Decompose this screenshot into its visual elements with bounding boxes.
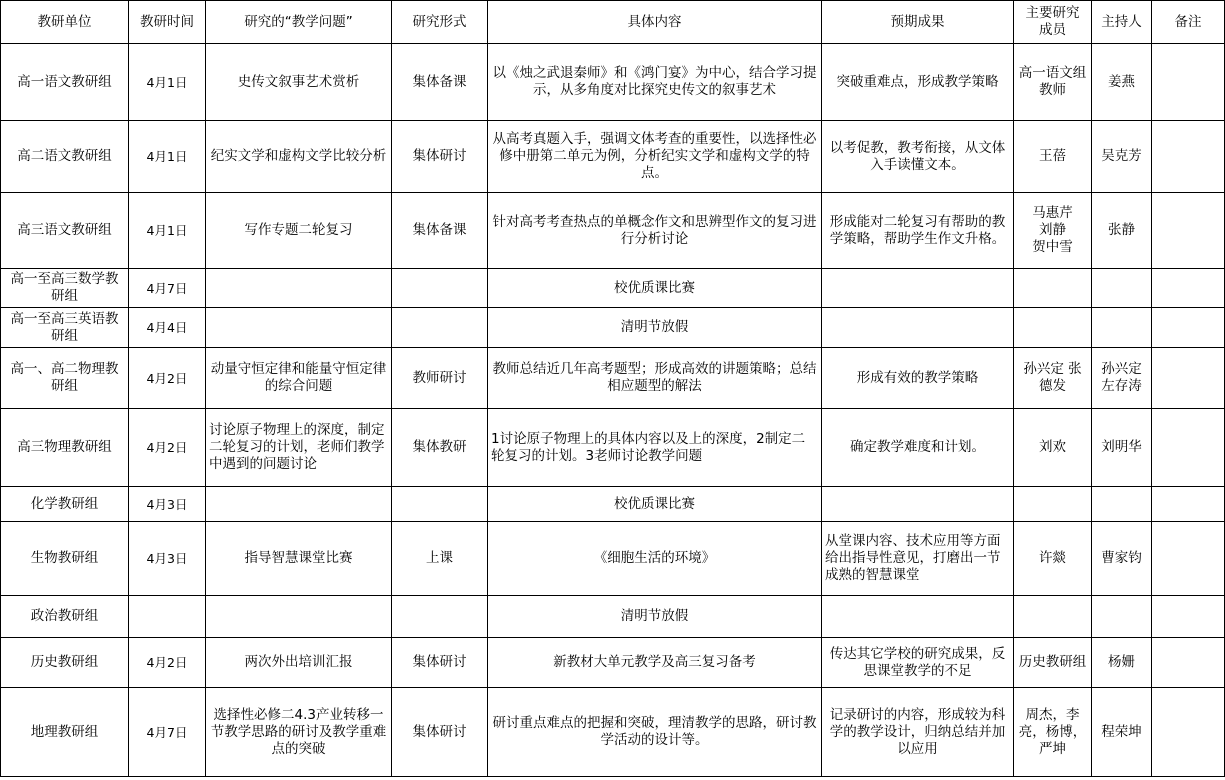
cell-host: 姜燕 <box>1092 44 1152 121</box>
header-content: 具体内容 <box>488 1 822 44</box>
cell-members: 周杰，李亮，杨博，严坤 <box>1014 688 1092 777</box>
cell-host: 杨姗 <box>1092 638 1152 688</box>
cell-host <box>1092 596 1152 638</box>
cell-problem: 纪实文学和虚构文学比较分析 <box>206 121 392 193</box>
cell-members <box>1014 308 1092 348</box>
cell-members: 孙兴定 张德发 <box>1014 348 1092 409</box>
cell-result: 记录研讨的内容，形成较为科学的教学设计，归纳总结并加以应用 <box>822 688 1014 777</box>
cell-host: 曹家钧 <box>1092 522 1152 596</box>
cell-unit: 高一语文教研组 <box>1 44 129 121</box>
cell-unit: 化学教研组 <box>1 487 129 522</box>
cell-form: 上课 <box>392 522 488 596</box>
cell-members <box>1014 269 1092 308</box>
cell-unit: 历史教研组 <box>1 638 129 688</box>
cell-members <box>1014 487 1092 522</box>
header-form: 研究形式 <box>392 1 488 44</box>
cell-members: 许燚 <box>1014 522 1092 596</box>
cell-form: 教师研讨 <box>392 348 488 409</box>
cell-problem: 动量守恒定律和能量守恒定律的综合问题 <box>206 348 392 409</box>
cell-unit: 政治教研组 <box>1 596 129 638</box>
cell-problem: 选择性必修二4.3产业转移一节教学思路的研讨及教学重难点的突破 <box>206 688 392 777</box>
cell-unit: 高一、高二物理教研组 <box>1 348 129 409</box>
cell-problem: 指导智慧课堂比赛 <box>206 522 392 596</box>
cell-note <box>1152 688 1225 777</box>
cell-merged-content: 校优质课比赛 <box>488 487 822 522</box>
cell-content: 从高考真题入手，强调文体考查的重要性，以选择性必修中册第二单元为例，分析纪实文学和虚构文学的特点。 <box>488 121 822 193</box>
cell-result: 确定教学难度和计划。 <box>822 409 1014 487</box>
cell-content: 以《烛之武退秦师》和《鸿门宴》为中心，结合学习提示，从多角度对比探究史传文的叙事艺术 <box>488 44 822 121</box>
cell-unit: 高三物理教研组 <box>1 409 129 487</box>
cell-time: 4月1日 <box>129 44 206 121</box>
cell-host <box>1092 308 1152 348</box>
cell-merged-content: 校优质课比赛 <box>488 269 822 308</box>
cell-problem <box>206 487 392 522</box>
cell-problem: 两次外出培训汇报 <box>206 638 392 688</box>
cell-time <box>129 596 206 638</box>
table-row <box>1 522 1225 596</box>
cell-merged-content: 清明节放假 <box>488 596 822 638</box>
cell-form <box>392 596 488 638</box>
table-row <box>1 596 1225 638</box>
cell-result: 突破重难点，形成教学策略 <box>822 44 1014 121</box>
header-host: 主持人 <box>1092 1 1152 44</box>
table-row <box>1 688 1225 777</box>
cell-unit: 高三语文教研组 <box>1 193 129 269</box>
cell-form: 集体备课 <box>392 44 488 121</box>
table-row <box>1 44 1225 121</box>
cell-problem: 讨论原子物理上的深度，制定二轮复习的计划，老师们教学中遇到的问题讨论 <box>206 409 392 487</box>
table-row <box>1 269 1225 308</box>
header-time: 教研时间 <box>129 1 206 44</box>
header-members: 主要研究成员 <box>1014 1 1092 44</box>
cell-problem: 史传文叙事艺术赏析 <box>206 44 392 121</box>
cell-time: 4月4日 <box>129 308 206 348</box>
header-problem: 研究的“教学问题” <box>206 1 392 44</box>
cell-merged-content: 清明节放假 <box>488 308 822 348</box>
cell-note <box>1152 193 1225 269</box>
cell-problem <box>206 308 392 348</box>
cell-content: 研讨重点难点的把握和突破，理清教学的思路，研讨教学活动的设计等。 <box>488 688 822 777</box>
cell-problem: 写作专题二轮复习 <box>206 193 392 269</box>
cell-content: 《细胞生活的环境》 <box>488 522 822 596</box>
cell-result: 传达其它学校的研究成果，反思课堂教学的不足 <box>822 638 1014 688</box>
cell-host <box>1092 487 1152 522</box>
cell-time: 4月2日 <box>129 638 206 688</box>
cell-note <box>1152 44 1225 121</box>
cell-host: 张静 <box>1092 193 1152 269</box>
cell-form: 集体教研 <box>392 409 488 487</box>
cell-form: 集体研讨 <box>392 688 488 777</box>
cell-content: 教师总结近几年高考题型；形成高效的讲题策略；总结相应题型的解法 <box>488 348 822 409</box>
cell-result: 形成有效的教学策略 <box>822 348 1014 409</box>
cell-unit: 地理教研组 <box>1 688 129 777</box>
cell-note <box>1152 121 1225 193</box>
cell-result: 以考促教，教考衔接，从文体入手读懂文本。 <box>822 121 1014 193</box>
cell-result <box>822 596 1014 638</box>
table-row <box>1 193 1225 269</box>
cell-members <box>1014 596 1092 638</box>
cell-result <box>822 269 1014 308</box>
cell-problem <box>206 269 392 308</box>
cell-host: 刘明华 <box>1092 409 1152 487</box>
cell-note <box>1152 522 1225 596</box>
table-row <box>1 121 1225 193</box>
table-row <box>1 308 1225 348</box>
cell-form: 集体研讨 <box>392 638 488 688</box>
table-row <box>1 638 1225 688</box>
cell-unit: 高一至高三英语教研组 <box>1 308 129 348</box>
cell-time: 4月1日 <box>129 121 206 193</box>
cell-form: 集体研讨 <box>392 121 488 193</box>
cell-note <box>1152 269 1225 308</box>
cell-members: 刘欢 <box>1014 409 1092 487</box>
cell-host <box>1092 269 1152 308</box>
cell-members: 高一语文组教师 <box>1014 44 1092 121</box>
header-unit: 教研单位 <box>1 1 129 44</box>
header-row <box>1 1 1225 44</box>
cell-time: 4月3日 <box>129 487 206 522</box>
cell-unit: 高一至高三数学教研组 <box>1 269 129 308</box>
cell-result <box>822 487 1014 522</box>
cell-host: 吴克芳 <box>1092 121 1152 193</box>
cell-note <box>1152 409 1225 487</box>
cell-result: 形成能对二轮复习有帮助的教学策略，帮助学生作文升格。 <box>822 193 1014 269</box>
cell-form <box>392 269 488 308</box>
cell-time: 4月7日 <box>129 269 206 308</box>
cell-note <box>1152 596 1225 638</box>
cell-note <box>1152 348 1225 409</box>
cell-time: 4月7日 <box>129 688 206 777</box>
cell-content: 新教材大单元教学及高三复习备考 <box>488 638 822 688</box>
cell-time: 4月2日 <box>129 409 206 487</box>
cell-note <box>1152 638 1225 688</box>
cell-members: 王蓓 <box>1014 121 1092 193</box>
table-row <box>1 487 1225 522</box>
header-result: 预期成果 <box>822 1 1014 44</box>
cell-host: 孙兴定左存涛 <box>1092 348 1152 409</box>
cell-result <box>822 308 1014 348</box>
cell-members: 马惠芹 刘静 贺中雪 <box>1014 193 1092 269</box>
cell-content: 针对高考考查热点的单概念作文和思辨型作文的复习进行分析讨论 <box>488 193 822 269</box>
table-row <box>1 409 1225 487</box>
cell-result: 从堂课内容、技术应用等方面给出指导性意见，打磨出一节成熟的智慧课堂 <box>822 522 1014 596</box>
cell-content: 1讨论原子物理上的具体内容以及上的深度，2制定二轮复习的计划。3老师讨论教学问题 <box>488 409 822 487</box>
header-note: 备注 <box>1152 1 1225 44</box>
cell-time: 4月3日 <box>129 522 206 596</box>
cell-note <box>1152 487 1225 522</box>
cell-problem <box>206 596 392 638</box>
cell-form <box>392 308 488 348</box>
cell-members: 历史教研组 <box>1014 638 1092 688</box>
cell-host: 程荣坤 <box>1092 688 1152 777</box>
cell-time: 4月2日 <box>129 348 206 409</box>
table-row <box>1 348 1225 409</box>
cell-time: 4月1日 <box>129 193 206 269</box>
cell-form: 集体备课 <box>392 193 488 269</box>
cell-form <box>392 487 488 522</box>
cell-unit: 生物教研组 <box>1 522 129 596</box>
cell-note <box>1152 308 1225 348</box>
cell-unit: 高二语文教研组 <box>1 121 129 193</box>
